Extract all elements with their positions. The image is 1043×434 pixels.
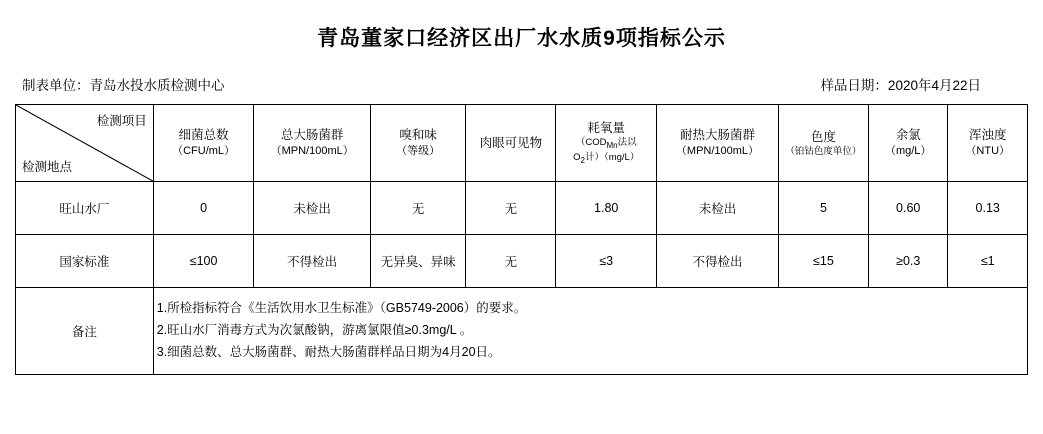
- cell-coliform: 未检出: [254, 182, 371, 235]
- cell-turbidity: 0.13: [948, 182, 1028, 235]
- table-header-row: [16, 105, 1028, 182]
- page-title: 青岛董家口经济区出厂水水质9项指标公示: [317, 27, 726, 50]
- oxygen-unit-line-1: （$COD_{Mn}$法以: [575, 137, 637, 151]
- column-header-oxygen-consumption: 耗氧量 （$COD_{Mn}$法以 $O_2$计）（mg/L）: [556, 105, 657, 182]
- remark-line-3: 3.细菌总数、总大肠菌群、耐热大肠菌群样品日期为4月20日。: [156, 344, 501, 359]
- meta-row: [12, 74, 1031, 94]
- remark-line-1: 1.所检指标符合《生活饮用水卫生标准》（GB5749-2006）的要求。: [156, 301, 527, 316]
- corner-item-label: 检测项目: [96, 114, 147, 128]
- remark-label: 备注: [16, 288, 154, 375]
- cell-visible-matter: 无: [466, 182, 556, 235]
- table-row: [16, 235, 1028, 288]
- column-header-coliform: 总大肠菌群 （MPN/100mL）: [254, 105, 371, 182]
- cell-chromaticity: ≤15: [778, 235, 868, 288]
- column-header-chromaticity: 色度 （铂钴色度单位）: [778, 105, 868, 182]
- cell-odor: 无: [370, 182, 465, 235]
- cell-odor: 无异臭、异味: [370, 235, 465, 288]
- cell-thermotolerant-coliform: 未检出: [657, 182, 779, 235]
- column-header-odor: 嗅和味 （等级）: [370, 105, 465, 182]
- cell-thermotolerant-coliform: 不得检出: [657, 235, 779, 288]
- column-header-residual-chlorine: 余氯 （mg/L）: [868, 105, 947, 182]
- remark-line-2: 2.旺山水厂消毒方式为次氯酸钠，游离氯限值≥0.3mg/L 。: [156, 323, 473, 338]
- column-header-bacteria: 细菌总数 （CFU/mL）: [153, 105, 254, 182]
- column-header-turbidity: 浑浊度 （NTU）: [948, 105, 1028, 182]
- cell-bacteria: ≤100: [153, 235, 254, 288]
- remark-row: [16, 288, 1028, 375]
- cell-residual-chlorine: ≥0.3: [868, 235, 947, 288]
- remark-content: [153, 288, 1027, 375]
- maker-unit-label: 制表单位：青岛水投水质检测中心: [22, 78, 225, 93]
- cell-oxygen-consumption: 1.80: [556, 182, 657, 235]
- sample-date-label: 样品日期：2020年4月22日: [820, 78, 981, 93]
- document-page: [0, 22, 1043, 434]
- column-header-thermotolerant-coliform: 耐热大肠菌群 （MPN/100mL）: [657, 105, 779, 182]
- column-header-visible-matter: 肉眼可见物: [466, 105, 556, 182]
- cell-oxygen-consumption: ≤3: [556, 235, 657, 288]
- row-label-plant: 旺山水厂: [16, 182, 154, 235]
- cell-coliform: 不得检出: [254, 235, 371, 288]
- cell-bacteria: 0: [153, 182, 254, 235]
- cell-residual-chlorine: 0.60: [868, 182, 947, 235]
- table-row: [16, 182, 1028, 235]
- cell-visible-matter: 无: [466, 235, 556, 288]
- corner-place-label: 检测地点: [22, 160, 73, 174]
- water-quality-table: [15, 104, 1028, 375]
- oxygen-unit-line-2: $O_2$计）（mg/L）: [573, 152, 640, 165]
- cell-turbidity: ≤1: [948, 235, 1028, 288]
- corner-header-cell: [16, 105, 154, 182]
- cell-chromaticity: 5: [778, 182, 868, 235]
- row-label-national-standard: 国家标准: [16, 235, 154, 288]
